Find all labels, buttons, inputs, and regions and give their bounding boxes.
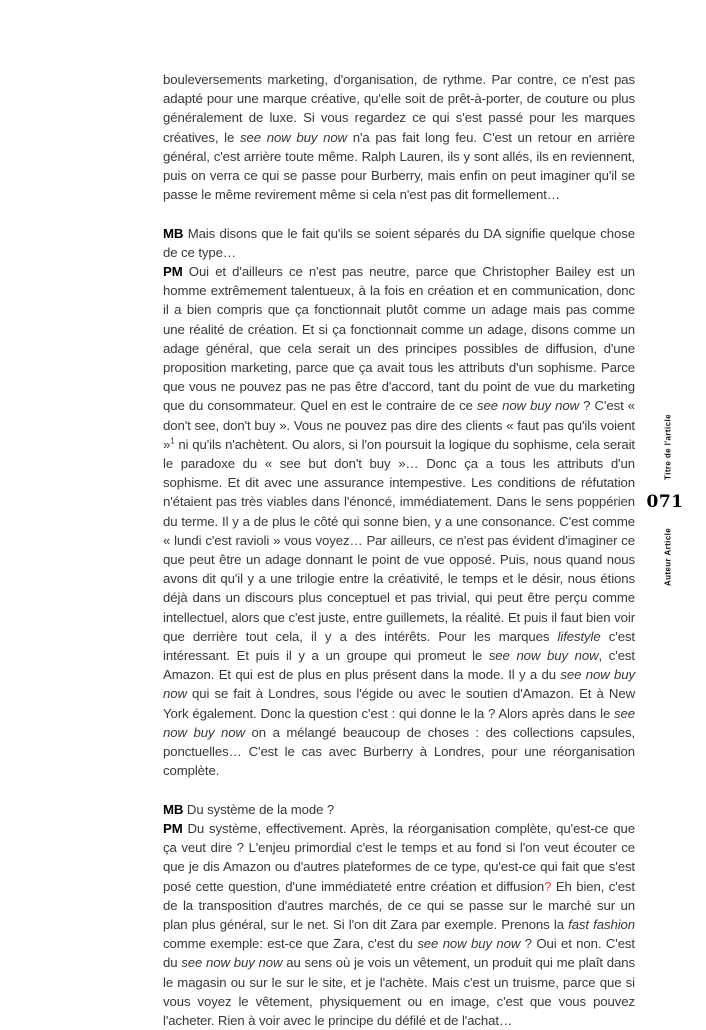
text-run: Mais disons que le fait qu'ils se soient séparés du DA signifie quelque chose de ce type… [163,225,635,260]
speaker-label: MB [163,225,184,241]
paragraph-spacer [163,204,635,223]
italic-phrase: fast fashion [568,916,635,932]
speaker-label: MB [163,801,184,817]
speaker-label: PM [163,264,183,280]
body-paragraph [163,70,635,204]
text-run: Oui et d'ailleurs ce n'est pas neutre, parce que Christopher Bailey est un homme extrêmement talentueux, à la fois en création et en communication, donc il a bien compris que ça fonctionnait plutôt comme un adage mais pas comme une réalité de création. Et si ça fonctionnait comme un adage, disons comme un adage général, que cela serait un des principes possibles de diffusion, d'une proposition marketing, parce que ça avait tous les attributs d'un sophisme. Parce que vous ne pouvez pas ne pas être d'accord, tant du point de vue du marketing que du consommateur. Quel en est le contraire de ce [163,264,635,414]
text-run: ? Oui et non. C'est du [163,936,635,971]
margin-author-label: Auteur Article [663,527,673,587]
footnote-marker: 1 [170,436,175,446]
italic-phrase: see now buy now [163,705,635,740]
paragraph-spacer [163,781,635,800]
dialogue-paragraph [163,262,635,780]
text-run: qui se fait à Londres, sous l'égide ou avec le soutien d'Amazon. Et à New York également. Donc la question c'est : qui donne le la ? Alors après dans le [163,686,635,721]
text-run: Du système, effectivement. Après, la réorganisation complète, qu'est-ce que ça veut dire ? L'enjeu primordial c'est le temps et au fond si l'on veut écouter ce que je dis Amazon ou d'autres plateformes de ce type, qu'est-ce qui fait que s'est posé cette question, d'une immédiateté entre création et diffusion [163,820,635,894]
text-run: c'est intéressant. Et puis il y a un groupe qui promeut le [163,628,635,664]
italic-phrase: lifestyle [557,628,601,644]
margin-article-title-label: Titre de l'article [663,414,673,480]
text-run: bouleversements marketing, d'organisation, de rythme. Par contre, ce n'est pas adapté pour une marque créative, qu'elle soit de prêt-à-porter, de couture ou plus généralement de luxe. Si vous regardez ce qui s'est passé pour les marques créatives, le [163,72,635,145]
italic-phrase: see now buy now [240,129,347,145]
text-run: , c'est Amazon. Et qui est de plus en plus présent dans la mode. Il y a du [163,648,635,683]
page-number: 071 [646,492,684,512]
text-run: Eh bien, c'est de la transposition d'autres marchés, de ce qui se passe sur le marché sur un plan plus général, sur le net. Si l'on dit Zara par exemple. Prenons la [163,878,635,932]
text-run: comme exemple: est-ce que Zara, c'est du [163,936,418,952]
italic-phrase: see now buy now [488,648,599,664]
italic-phrase: see now buy now [477,398,580,414]
italic-phrase: see now buy now [181,955,283,971]
accent-punctuation: ? [544,878,552,894]
dialogue-paragraph [163,819,635,1030]
text-run: au sens où je vois un vêtement, un produit qui me plaît dans le magasin ou sur le sur le site, et je l'achète. Mais c'est un truisme, parce que si vous voyez le vêtement, physiquement ou en image, c'est que vous pouvez l'acheter. Rien à voir avec le principe du défilé et de l'achat… [163,955,635,1028]
text-run: ? C'est « don't see, don't buy ». Vous ne pouvez pas dire des clients « faut pas qu'ils voient » [163,398,635,452]
text-run: n'a pas fait long feu. C'est un retour en arrière général, c'est arrière toute même. Ralph Lauren, ils y sont allés, ils en reviennent, puis on verra ce qui se passe pour Burberry, mais enfin on peut imaginer qu'il se passe le même revirement même si cela n'est pas dit formellement… [163,129,635,203]
text-run: ni qu'ils n'achètent. Ou alors, si l'on poursuit la logique du sophisme, cela serait le paradoxe du « see but don't buy »… Donc ça a tous les attributs d'un sophisme. Et dit avec une assurance intempestive. Les conditions de réfutation n'étaient pas très viables dans l'énoncé, immédiatement. Dans le sens poppérien du terme. Il y a de plus le côté qui sonne bien, y a une consonance. C'est comme « lundi c'est ravioli » vous voyez… Par ailleurs, ce n'est pas évident d'imaginer ce que peut être un adage donnant le point de vue opposé. Puis, nous quand nous avons dit qu'il y a une trilogie entre la créativité, le temps et le désir, nous étions déjà dans un discours plus conceptuel et pas trivial, qui peut être perçu comme intellectuel, alors que c'est juste, entre guillemets, la réalité. Et puis il faut bien voir que derrière tout cela, il y a des intérêts. Pour les marques [163,436,635,644]
dialogue-paragraph [163,800,635,819]
speaker-label: PM [163,820,183,836]
italic-phrase: see now buy now [163,667,635,702]
text-run: on a mélangé beaucoup de choses : des collections capsules, ponctuelles… C'est le cas avec Burberry à Londres, pour une réorganisation complète. [163,724,636,779]
text-run: Du système de la mode ? [186,801,335,817]
italic-phrase: see now buy now [417,936,521,952]
dialogue-paragraph [163,224,635,262]
article-body [163,70,635,1030]
